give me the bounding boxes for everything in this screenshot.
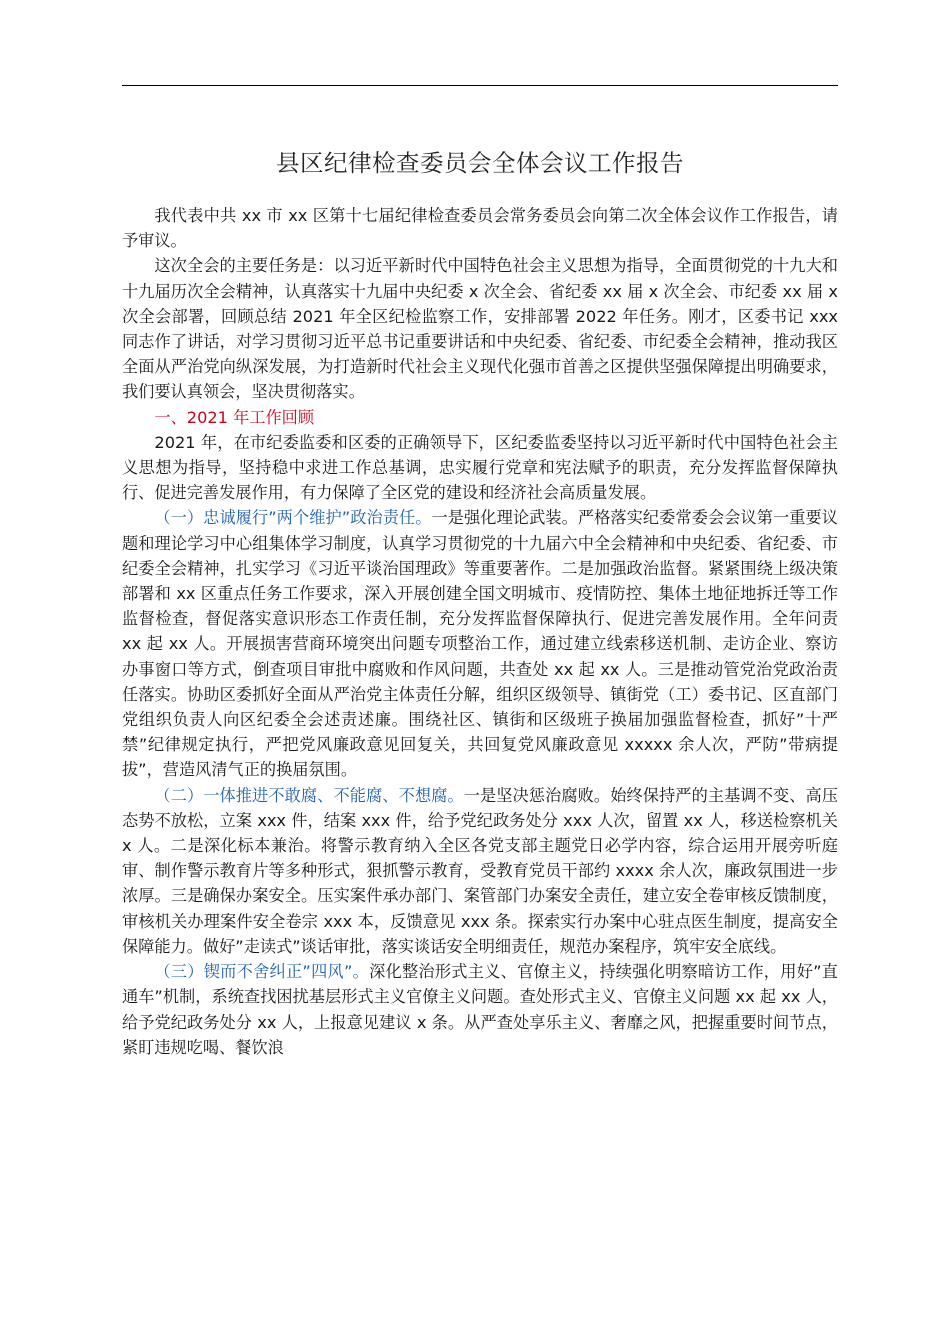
header-rule bbox=[122, 85, 838, 86]
paragraph-main-tasks: 这次全会的主要任务是：以习近平新时代中国特色社会主义思想为指导，全面贯彻党的十九大和十九届历次全会精神，认真落实十九届中央纪委 x 次全会、省纪委 xx 届 x 次全会、市纪委 xx 届 x 次全会部署，回顾总结 2021 年全区纪检监察工作，安排部署 2022 年任务。刚才，区委书记 xxx 同志作了讲话，对学习贯彻习近平总书记重要讲话和中央纪委、省纪委、市纪委全会精神，推动我区全面从严治党向纵深发展，为打造新时代社会主义现代化强市首善之区提供坚强保障提出明确要求，我们要认真领会，坚决贯彻落实。 bbox=[122, 256, 838, 402]
document-title: 县区纪律检查委员会全体会议工作报告 bbox=[276, 149, 684, 177]
subsection-heading-3: （三）锲而不舍纠正”四风”。 bbox=[154, 962, 370, 982]
subsection-body-1: 一是强化理论武装。严格落实纪委常委会会议第一重要议题和理论学习中心组集体学习制度，认真学习贯彻党的十九届六中全会精神和中央纪委、省纪委、市纪委全会精神，扎实学习《习近平谈治国理政》等重要著作。二是加强政治监督。紧紧围绕上级决策部署和 xx 区重点任务工作要求，深入开展创建全国文明城市、疫情防控、集体土地征地拆迁等工作监督检查，督促落实意识形态工作责任制，充分发挥监督保障执行、促进完善发展作用。全年问责 xx 起 xx 人。开展损害营商环境突出问题专项整治工作，通过建立线索移送机制、走访企业、察访办事窗口等方式，倒查项目审批中腐败和作风问题，共查处 xx 起 xx 人。三是推动管党治党政治责任落实。协助区委抓好全面从严治党主体责任分解，组织区级领导、镇街党（工）委书记、区直部门党组织负责人向区纪委全会述责述廉。围绕社区、镇街和区级班子换届加强监督检查，抓好”十严禁”纪律规定执行，严把党风廉政意见回复关，共回复党风廉政意见 xxxxx 余人次，严防”带病提拔”，营造风清气正的换届氛围。 bbox=[122, 508, 838, 780]
subsection-heading-2: （二）一体推进不敢腐、不能腐、不想腐。 bbox=[154, 785, 464, 805]
section-heading-review: 一、2021 年工作回顾 bbox=[154, 407, 315, 427]
subsection-body-2: 一是坚决惩治腐败。始终保持严的主基调不变、高压态势不放松，立案 xxx 件，结案 xxx 件，给予党纪政务处分 xxx 人次，留置 xx 人，移送检察机关 x 人。二是深化标本兼治。将警示教育纳入全区各党支部主题党日必学内容，综合运用开展旁听庭审、制作警示教育片等多种形式，狠抓警示教育，受教育党员干部约 xxxx 余人次，廉政氛围进一步浓厚。三是确保办案安全。压实案件承办部门、案管部门办案安全责任，建立安全卷审核反馈制度，审核机关办理案件安全卷宗 xxx 本，反馈意见 xxx 条。探索实行办案中心驻点医生制度，提高安全保障能力。做好”走读式”谈话审批，落实谈话安全明细责任，规范办案程序，筑牢安全底线。 bbox=[122, 785, 839, 956]
document-body bbox=[122, 203, 838, 1060]
paragraph-subsection-2 bbox=[122, 783, 838, 959]
paragraph-subsection-1 bbox=[122, 505, 838, 782]
paragraph-review-summary: 2021 年，在市纪委监委和区委的正确领导下，区纪委监委坚持以习近平新时代中国特色社会主义思想为指导，坚持稳中求进工作总基调，忠实履行党章和宪法赋予的职责，充分发挥监督保障执行、促进完善发展作用，有力保障了全区党的建设和经济社会高质量发展。 bbox=[122, 432, 838, 503]
paragraph-subsection-3 bbox=[122, 959, 838, 1060]
subsection-body-3: 深化整治形式主义、官僚主义，持续强化明察暗访工作，用好”直通车”机制，系统查找困扰基层形式主义官僚主义问题。查处形式主义、官僚主义问题 xx 起 xx 人，给予党纪政务处分 xx 人，上报意见建议 x 条。从严查处享乐主义、奢靡之风，把握重要时间节点，紧盯违规吃喝、餐饮浪 bbox=[122, 962, 838, 1057]
subsection-heading-1: （一）忠诚履行”两个维护”政治责任。 bbox=[154, 508, 432, 528]
paragraph-intro: 我代表中共 xx 市 xx 区第十七届纪律检查委员会常务委员会向第二次全体会议作工作报告，请予审议。 bbox=[122, 206, 838, 251]
